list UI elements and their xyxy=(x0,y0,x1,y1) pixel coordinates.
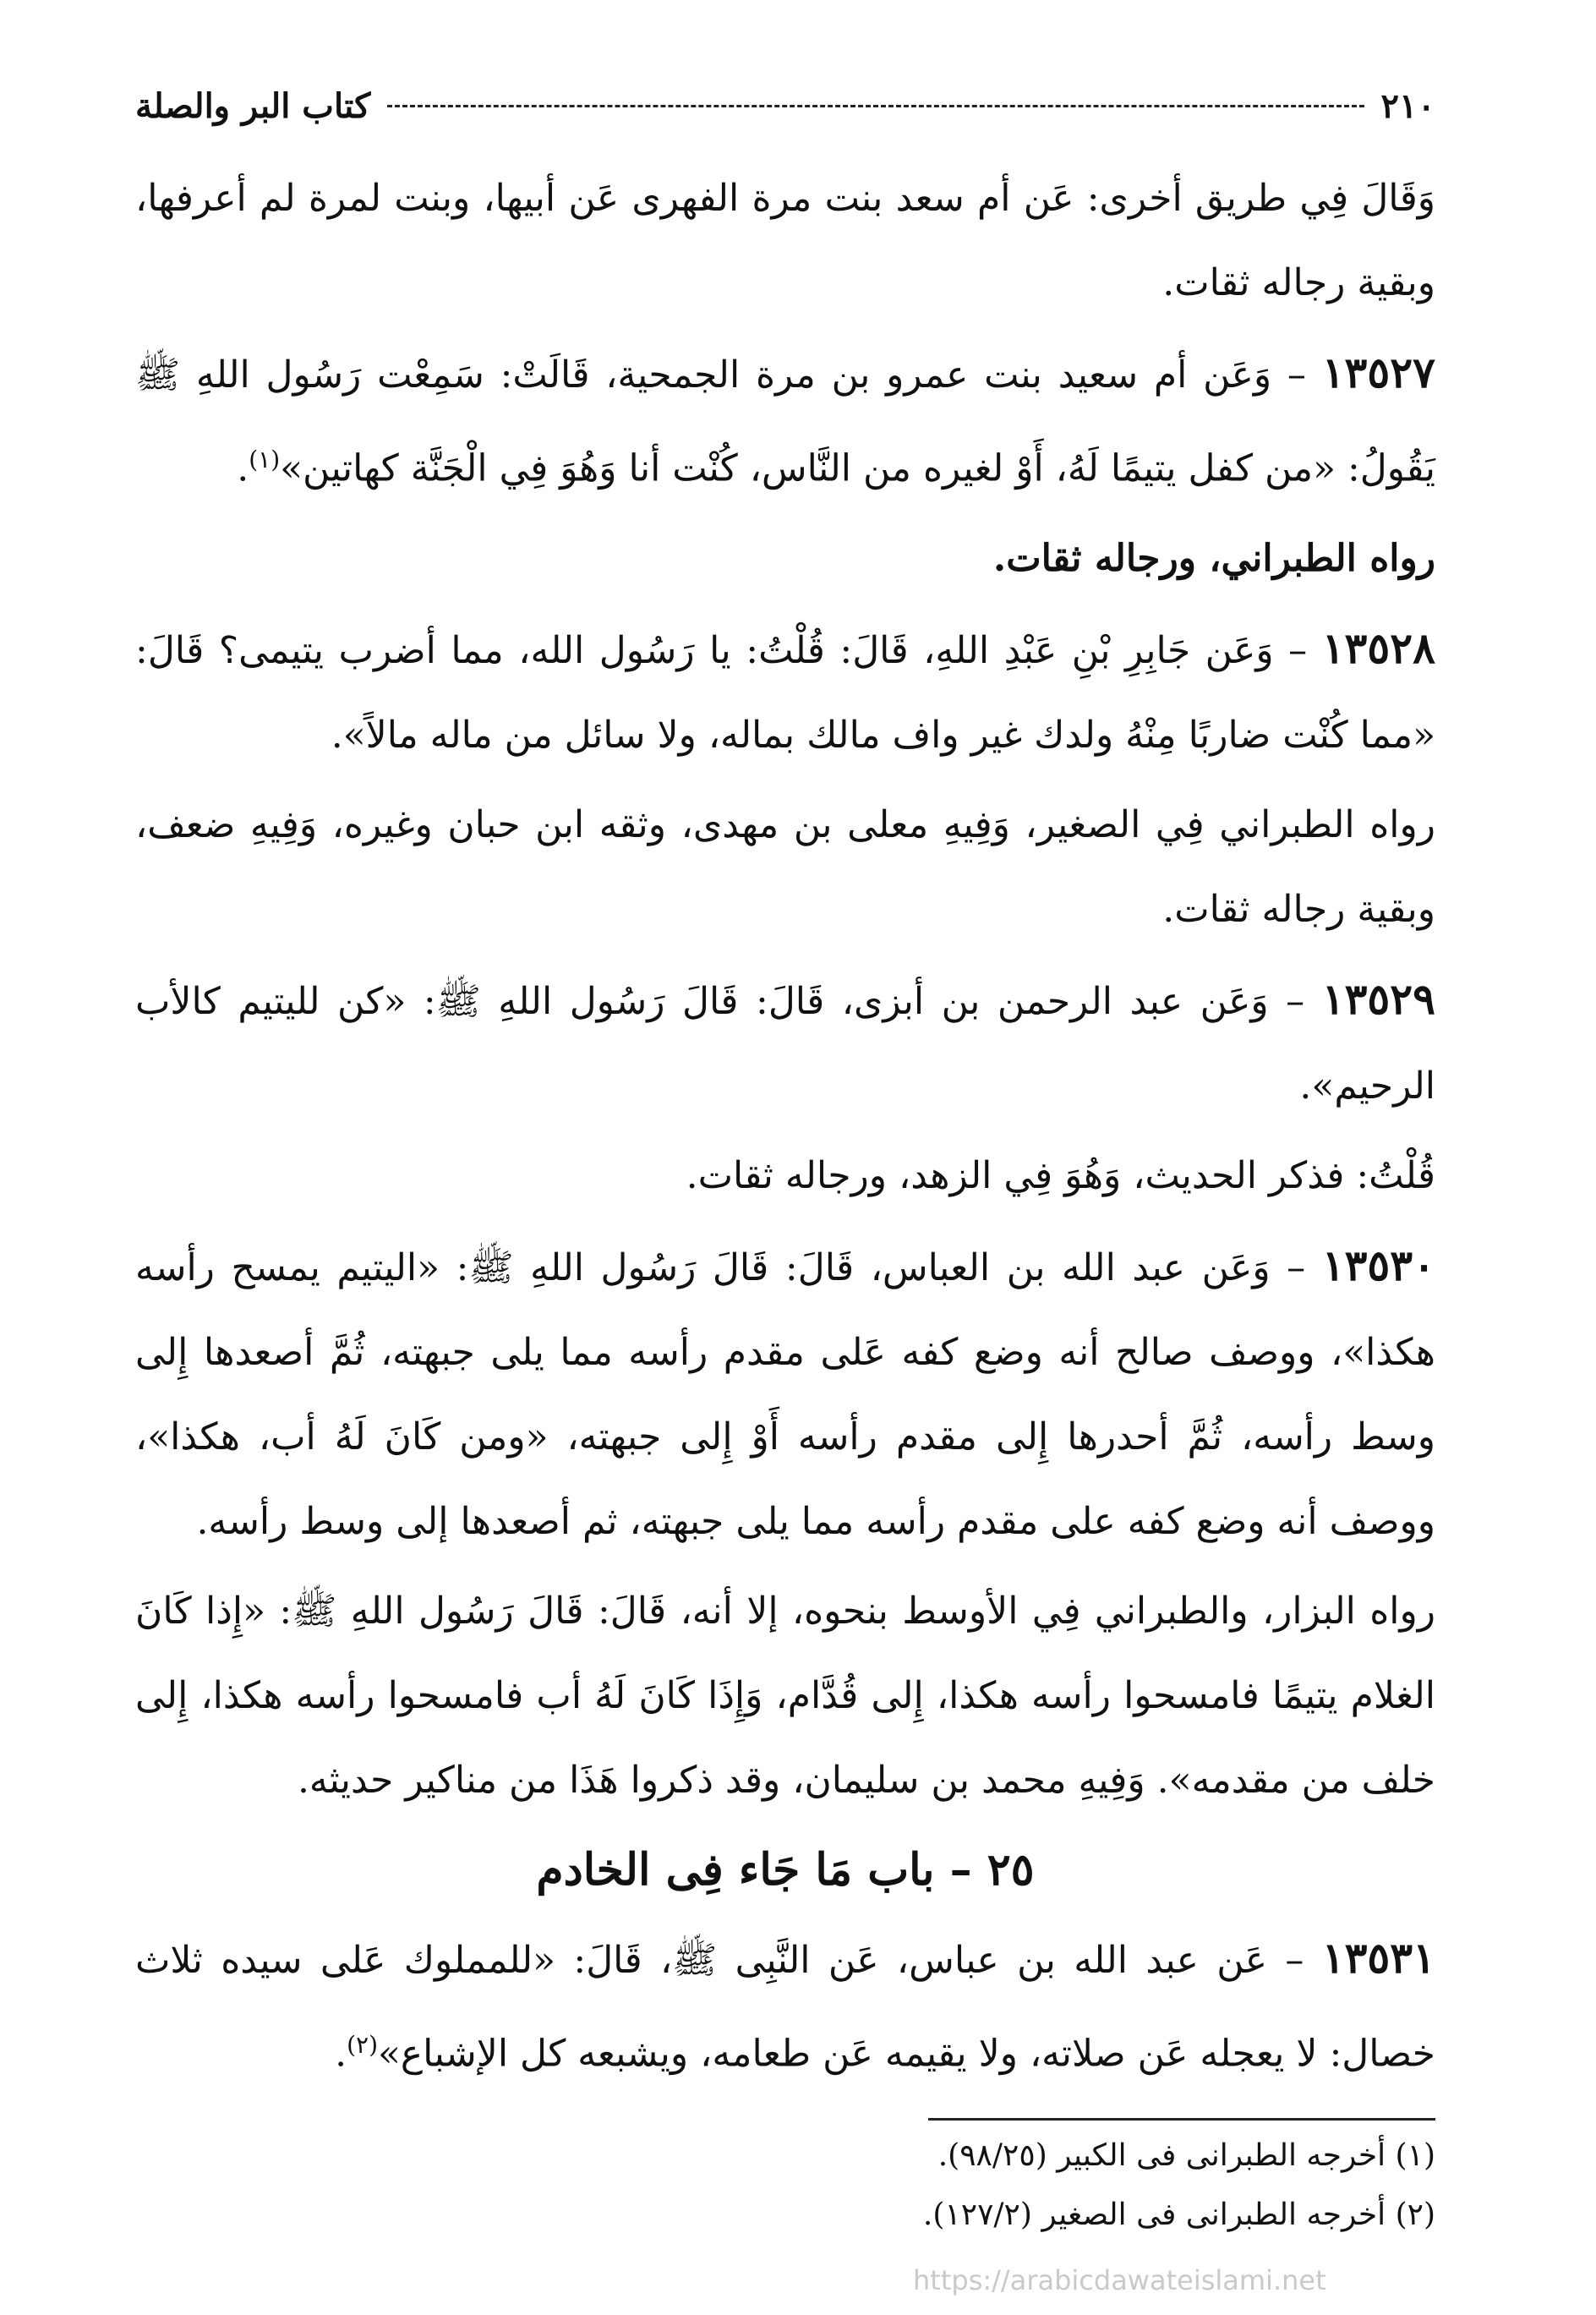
paragraph-text: – عَن عبد الله بن عباس، عَن النَّبِى ﷺ، قَالَ: «للمملوك عَلى سيده ثلاث خصال: لا يعجله عَن صلاته، ولا يقيمه عَن طعامه، ويشبعه كل الإشباع» xyxy=(135,1938,1435,2076)
paragraph-text: وَقَالَ فِي طريق أخرى: عَن أم سعد بنت مرة الفهرى عَن أبيها، وبنت لمرة لم أعرفها، وبقية رجاله ثقات. xyxy=(135,177,1435,304)
footnote-ref: (١) xyxy=(249,446,281,473)
hadith-paragraph: ١٣٥٣١ – عَن عبد الله بن عباس، عَن النَّبِى ﷺ، قَالَ: «للمملوك عَلى سيده ثلاث خصال: لا يعجله عَن صلاته، ولا يقيمه عَن طعامه، ويشبعه كل الإشباع»$^{(٢)}$. xyxy=(135,1932,1435,2076)
paragraph-text: – وَعَن أم سعيد بنت عمرو بن مرة الجمحية، قَالَتْ: سَمِعْت رَسُول اللهِ ﷺ يَقُولُ: «من كفل يتيمًا لَهُ، أَوْ لغيره من النَّاس، كُنْت أنا وَهُوَ فِي الْجَنَّة كهاتين» xyxy=(135,353,1435,490)
hadith-number: ١٣٥٢٩ xyxy=(1321,973,1435,1024)
paragraph-text: – وَعَن عبد الرحمن بن أبزى، قَالَ: قَالَ رَسُول اللهِ ﷺ: «كن لليتيم كالأب الرحيم». xyxy=(135,979,1435,1108)
paragraph xyxy=(135,1134,1435,1218)
paragraph-text: رواه البزار، والطبراني فِي الأوسط بنحوه، إلا أنه، قَالَ: قَالَ رَسُول اللهِ ﷺ: «إِذا كَانَ الغلام يتيمًا فامسحوا رأسه هكذا، إِلى قُدَّام، وَإِذَا كَانَ لَهُ أب فامسحوا رأسه هكذا، إِلى خلف من مقدمه». وَفِيهِ محمد بن سليمان، وقد ذكروا هَذَا من مناكير حديثه. xyxy=(135,1589,1436,1802)
watermark-url: https://arabicdawateislami.net xyxy=(913,2264,1326,2296)
section-title: ٢٥ – باب مَا جَاء فِى الخادم xyxy=(536,1843,1035,1896)
paragraph-text: رواه الطبراني، ورجاله ثقات. xyxy=(992,536,1435,580)
hadith-paragraph: ١٣٥٢٧ – وَعَن أم سعيد بنت عمرو بن مرة الجمحية، قَالَتْ: سَمِعْت رَسُول اللهِ ﷺ يَقُولُ: «من كفل يتيمًا لَهُ، أَوْ لغيره من النَّاس، كُنْت أنا وَهُوَ فِي الْجَنَّة كهاتين»$^{(١)}$. xyxy=(135,348,1435,490)
footnotes xyxy=(135,2126,1435,2245)
page-body xyxy=(135,156,1435,2101)
hadith-paragraph xyxy=(135,1223,1435,1564)
book-title: كتاب البر والصلة xyxy=(135,85,371,126)
paragraph-text: – وَعَن عبد الله بن العباس، قَالَ: قَالَ رَسُول اللهِ ﷺ: «اليتيم يمسح رأسه هكذا»، ووصف صالح أنه وضع كفه عَلى مقدم رأسه مما يلى جبهته، ثُمَّ أصعدها إِلى وسط رأسه، ثُمَّ أحدرها إِلى مقدم رأسه أَوْ إِلى جبهته، «ومن كَانَ لَهُ أب، هكذا»، ووصف أنه وضع كفه على مقدم رأسه مما يلى جبهته، ثم أصعدها إلى وسط رأسه. xyxy=(135,1245,1435,1543)
hadith-number: ١٣٥٣١ xyxy=(1321,1932,1435,1983)
paragraph xyxy=(135,517,1435,601)
paragraph xyxy=(135,783,1435,952)
hadith-paragraph xyxy=(135,957,1435,1129)
header-rule xyxy=(387,105,1364,107)
page-header xyxy=(135,80,1435,131)
footnote-divider xyxy=(928,2118,1435,2121)
hadith-number: ١٣٥٢٨ xyxy=(1321,622,1435,673)
hadith-number: ١٣٥٢٧ xyxy=(1321,348,1435,397)
paragraph-text: رواه الطبراني فِي الصغير، وَفِيهِ معلى بن مهدى، وثقه ابن حبان وغيره، وَفِيهِ ضعف، وبقية رجاله ثقات. xyxy=(135,802,1435,931)
hadith-number: ١٣٥٣٠ xyxy=(1321,1240,1435,1290)
paragraph xyxy=(135,156,1435,326)
paragraph xyxy=(135,1569,1435,1823)
footnote: (٢) أخرجه الطبرانى فى الصغير (١٢٧/٢). xyxy=(922,2197,1435,2232)
footnote-ref: (٢) xyxy=(347,2030,378,2059)
hadith-paragraph xyxy=(135,606,1435,778)
paragraph-text: – وَعَن جَابِرِ بْنِ عَبْدِ اللهِ، قَالَ: قُلْتُ: يا رَسُول الله، مما أضرب يتيمى؟ قَالَ: «مما كُنْت ضاربًا مِنْهُ ولدك غير واف مالك بماله، ولا سائل من ماله مالاً». xyxy=(135,628,1435,757)
paragraph-text: قُلْتُ: فذكر الحديث، وَهُوَ فِي الزهد، ورجاله ثقات. xyxy=(686,1153,1435,1197)
footnote: (١) أخرجه الطبرانى فى الكبير (٩٨/٢٥). xyxy=(937,2138,1435,2173)
page-number: ٢١٠ xyxy=(1380,85,1435,126)
